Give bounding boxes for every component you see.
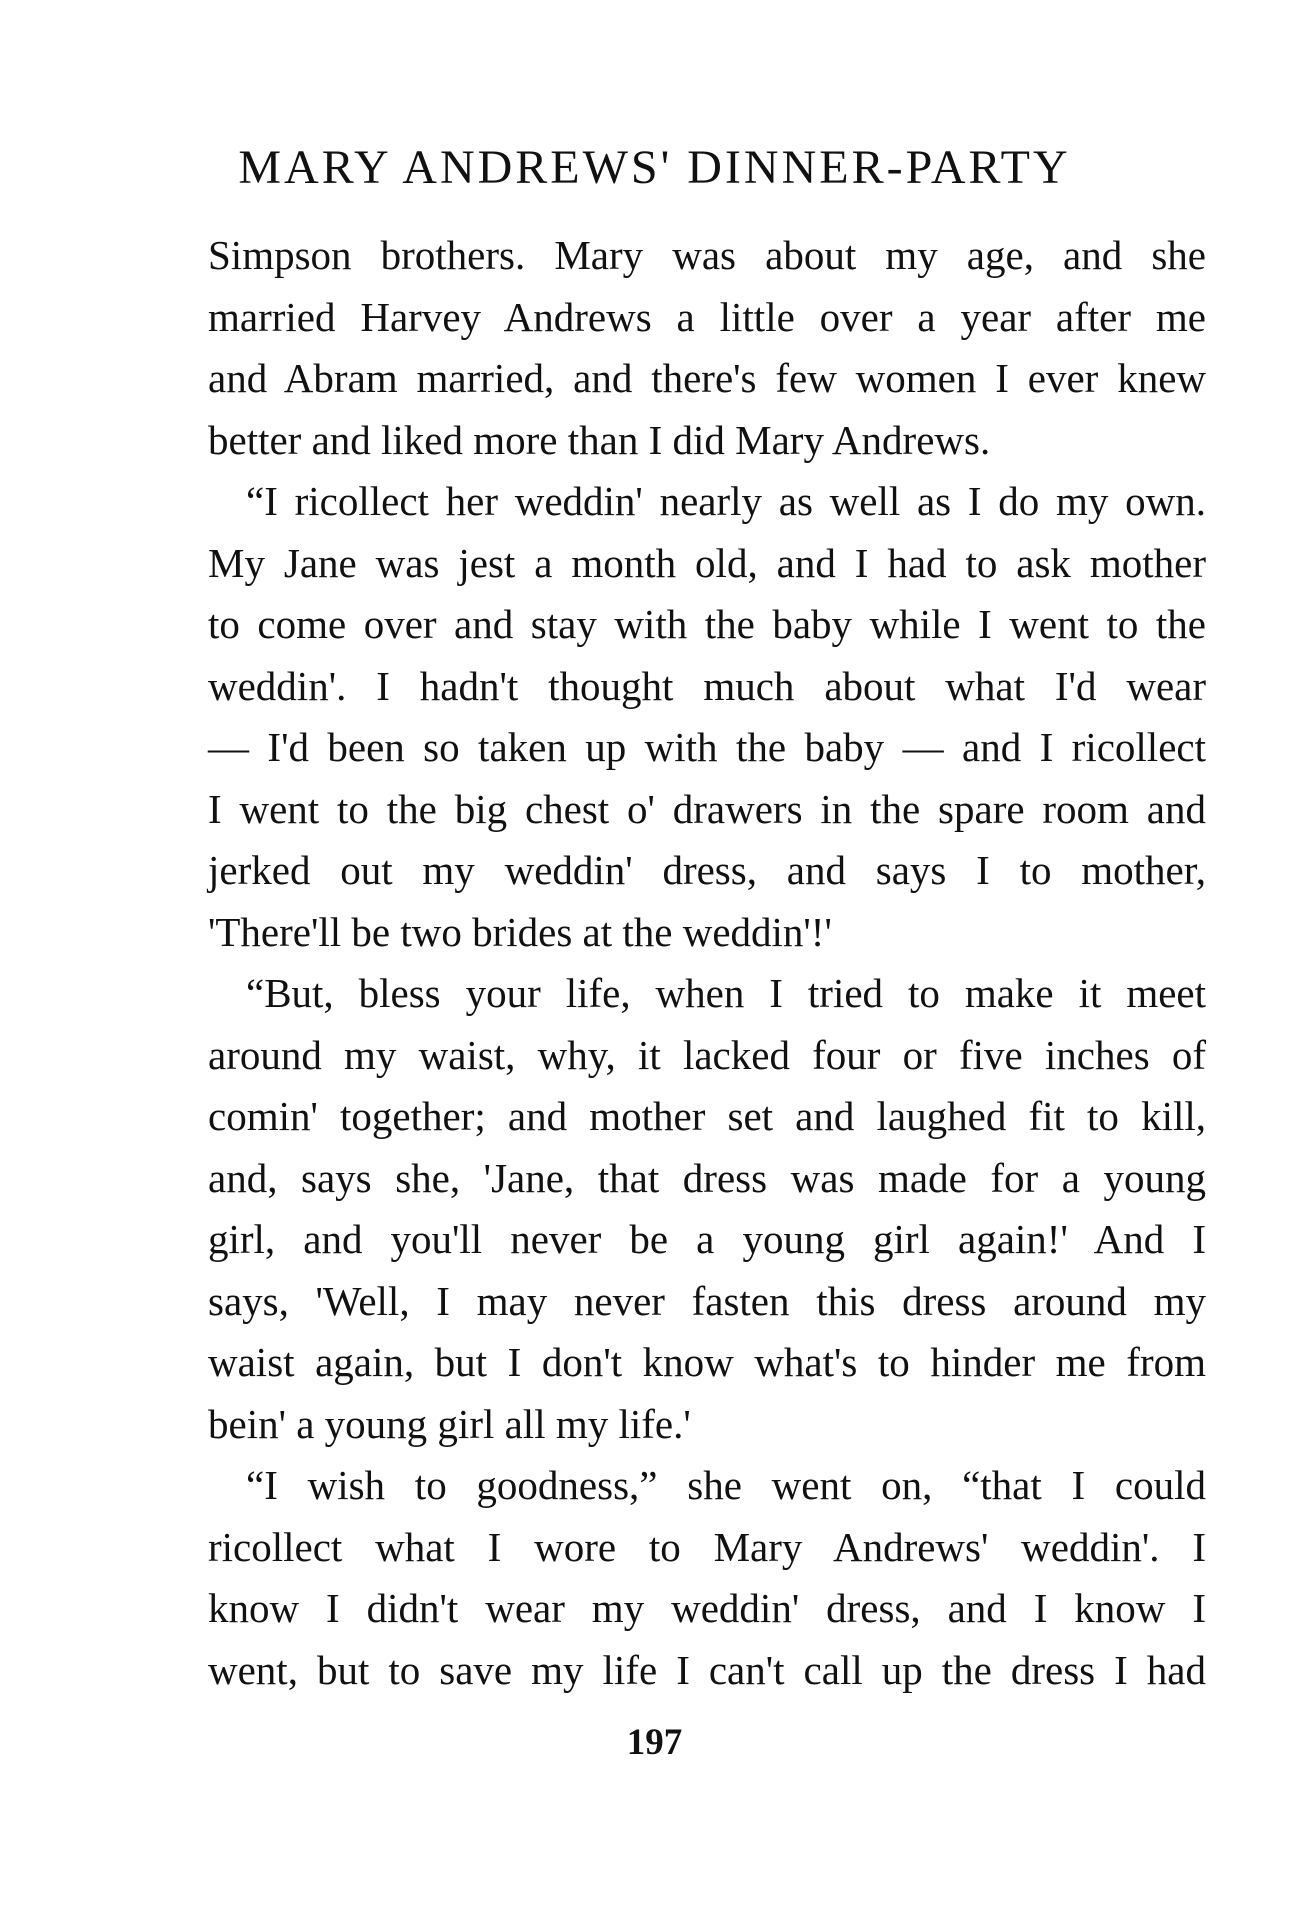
running-head: MARY ANDREWS' DINNER-PARTY — [238, 141, 1071, 194]
text-line: jerked out my weddin' dress, and says I to mother, — [208, 847, 1206, 893]
text-line: weddin'. I hadn't thought much about what I'd wear — [208, 662, 1206, 709]
text-line: to come over and stay with the baby while I went to the — [208, 601, 1206, 647]
text-line: around my waist, why, it lacked four or five inches of — [208, 1031, 1206, 1078]
text-line: comin' together; and mother set and laughed fit to kill, — [208, 1093, 1206, 1139]
text-line: — I'd been so taken up with the baby — and I ricollect — [208, 724, 1206, 770]
text-line: “I ricollect her weddin' nearly as well as I do my own. — [246, 478, 1206, 524]
text-line: waist again, but I don't know what's to hinder me from — [208, 1339, 1206, 1385]
text-line: “But, bless your life, when I tried to make it meet — [246, 970, 1206, 1016]
text-line: married Harvey Andrews a little over a year after me — [208, 293, 1206, 340]
text-line: says, 'Well, I may never fasten this dress around my — [208, 1277, 1206, 1324]
body-text — [208, 225, 1206, 1701]
text-line: I went to the big chest o' drawers in the spare room and — [208, 785, 1206, 832]
text-line: ricollect what I wore to Mary Andrews' weddin'. I — [208, 1523, 1206, 1570]
text-line: better and liked more than I did Mary Andrews. — [208, 416, 991, 463]
text-line: “I wish to goodness,” she went on, “that I could — [246, 1462, 1206, 1508]
text-line: My Jane was jest a month old, and I had to ask mother — [208, 539, 1206, 586]
text-line: and Abram married, and there's few women I ever knew — [208, 355, 1206, 401]
text-line: know I didn't wear my weddin' dress, and I know I — [208, 1585, 1206, 1631]
text-line: girl, and you'll never be a young girl again!' And I — [208, 1216, 1206, 1262]
text-line: bein' a young girl all my life.' — [208, 1400, 691, 1447]
text-line: and, says she, 'Jane, that dress was made for a young — [208, 1154, 1206, 1201]
text-line: went, but to save my life I can't call up the dress I had — [208, 1646, 1206, 1693]
text-line: Simpson brothers. Mary was about my age, and she — [208, 232, 1206, 278]
page-number: 197 — [626, 1722, 683, 1763]
text-line: 'There'll be two brides at the weddin'!' — [208, 908, 832, 955]
